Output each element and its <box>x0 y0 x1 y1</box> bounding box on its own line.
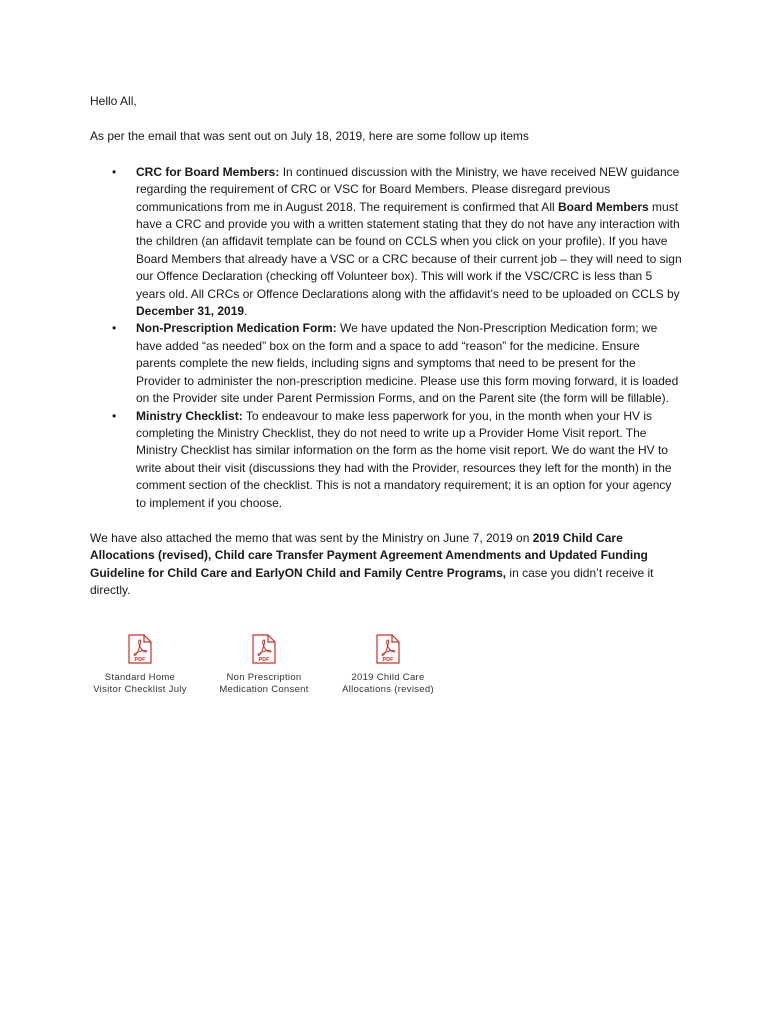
attachment-checklist[interactable] <box>90 634 190 696</box>
attachment-label-line: Visitor Checklist July <box>93 684 187 696</box>
item-title: Ministry Checklist: <box>136 408 243 423</box>
attachment-allocations[interactable] <box>338 634 438 696</box>
list-item-ministry-checklist <box>90 408 682 512</box>
memo-text: in case you didn’t receive it directly. <box>90 565 654 598</box>
item-bold: Board Members <box>557 199 649 214</box>
memo-paragraph <box>90 530 682 600</box>
item-text: must have a CRC and provide you with a written statement stating that they do not have any interaction with the children (an affidavit template can be found on CCLS when you click on your profile). If you have Board Members that already have a VSC or a CRC because of their current job – they will need to sign our Offence Declaration (checking off Volunteer box). This will work if the VSC/CRC is less than 5 years old. All CRCs or Offence Declarations along with the affidavit’s need to be uploaded on CCLS by <box>136 199 682 301</box>
pdf-badge: PDF <box>134 657 146 663</box>
attachment-medication-consent[interactable] <box>214 634 314 696</box>
item-text: To endeavour to make less paperwork for you, in the month when your HV is completing the Ministry Checklist, they do not need to write up a Provider Home Visit report. The Ministry Checklist has similar information on the form as the home visit report. We do want the HV to write about their visit (discussions they had with the Provider, resources they left for the month) in the comment section of the checklist. This is not a mandatory requirement; it is an option for your agency to implement if you choose. <box>136 408 672 510</box>
pdf-file-icon <box>376 634 400 664</box>
attachment-label-line: Standard Home <box>104 672 176 684</box>
attachment-label <box>90 672 190 696</box>
item-title: Non-Prescription Medication Form: <box>136 321 337 336</box>
item-text: . <box>244 304 248 319</box>
item-text: In continued discussion with the Ministry, we have received NEW guidance regarding the requirement of CRC or VSC for Board Members. Please disregard previous communications from me in August 2018. The requirement is confirmed that All <box>136 164 680 214</box>
memo-text: We have also attached the memo that was sent by the Ministry on June 7, 2019 on <box>90 530 533 545</box>
item-text: We have updated the Non-Prescription Medication form; we have added “as needed” box on the form and a space to add “reason” for the medicine. Ensure parents complete the new fields, including signs and symptoms that need to be present for the Provider to administer the non-prescription medicine. Please use this form moving forward, it is loaded on the Provider site under Parent Permission Forms, and on the Parent site (the form will be fillable). <box>136 321 679 406</box>
pdf-file-icon <box>128 634 152 664</box>
email-body <box>90 93 682 600</box>
list-item-medication-form <box>90 320 682 407</box>
greeting: Hello All, <box>90 94 137 108</box>
follow-up-list <box>90 164 682 512</box>
attachment-label <box>338 672 438 696</box>
item-title: CRC for Board Members: <box>136 164 280 179</box>
attachments <box>90 634 462 696</box>
pdf-file-icon <box>252 634 276 664</box>
bullet-icon: • <box>112 408 117 423</box>
attachment-label <box>214 672 314 696</box>
attachment-label-line: Non Prescription <box>226 672 302 684</box>
memo-bold: 2019 Child Care Allocations (revised), Child care Transfer Payment Agreement Amendments and Updated Funding Guideline for Child Care and EarlyON Child and Family Centre Programs, <box>90 530 648 580</box>
intro-text: As per the email that was sent out on July 18, 2019, here are some follow up items <box>90 129 529 144</box>
list-item-crc <box>90 164 682 321</box>
attachment-label-line: Medication Consent <box>219 684 309 696</box>
attachment-label-line: Allocations (revised) <box>342 684 434 696</box>
attachment-label-line: 2019 Child Care <box>351 672 425 684</box>
pdf-badge: PDF <box>382 657 394 663</box>
bullet-icon: • <box>112 321 117 336</box>
pdf-badge: PDF <box>258 657 270 663</box>
item-deadline: December 31, 2019 <box>136 304 245 319</box>
bullet-icon: • <box>112 164 117 179</box>
